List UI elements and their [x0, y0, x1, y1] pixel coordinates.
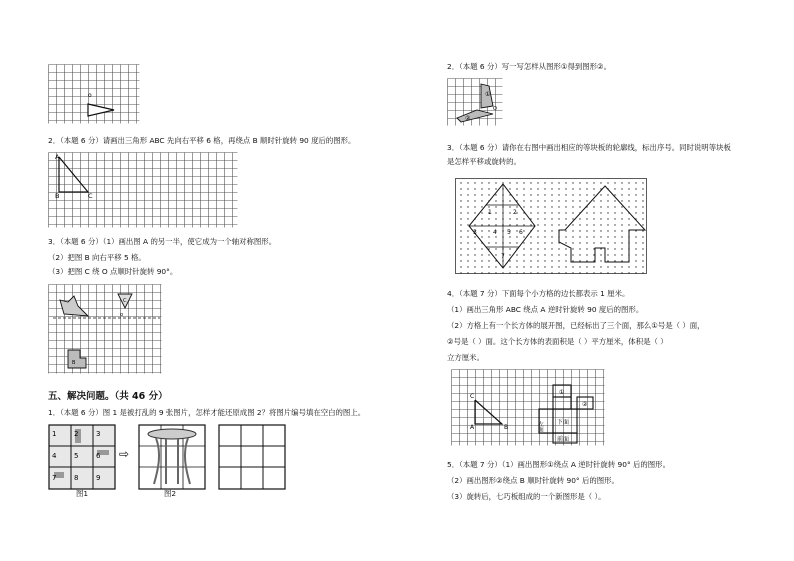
right-q2-text: 2．（本题 6 分）写一写怎样从图形①得到图形②。 — [447, 62, 612, 71]
tangram-number-4: 4 — [493, 229, 497, 236]
tile-number-9: 9 — [96, 474, 101, 482]
tile-number-5: 5 — [74, 452, 79, 460]
right-q5-line3: （3）旋转后，七巧板组成的一个新图形是（ ）。 — [447, 492, 606, 501]
left-q3-line2: （2）把图 B 向右平移 5 格。 — [48, 253, 146, 262]
triangle-label-a: A — [55, 153, 60, 161]
tangram-number-2: 2 — [513, 209, 517, 216]
right-q4-line1: 4．（本题 7 分）下面每个小方格的边长都表示 1 厘米。 — [447, 289, 630, 298]
svg-text:o: o — [120, 312, 124, 318]
tile-number-4: 4 — [52, 452, 57, 460]
left-q3-line1: 3．（本题 6 分）（1）画出图 A 的另一半，使它成为一个轴对称图形。 — [48, 237, 277, 246]
top-grid-figure — [48, 64, 140, 124]
section5-q1-text: 1．（本题 6 分）图 1 是被打乱的 9 张图片，怎样才能还原成图 2？将图片编号填在空白的图上。 — [48, 408, 366, 417]
right-q3-line1: 3．（本题 6 分）请你在右图中画出相应的等块板的轮廓线，标出序号。同时说明等块板 — [447, 143, 731, 152]
point-o-label: o — [88, 92, 92, 99]
tile-number-8: 8 — [74, 474, 79, 482]
face-front: 前面 — [557, 436, 570, 443]
tile-number-2: 2 — [74, 430, 79, 438]
right-q4-grid — [451, 369, 605, 446]
shape-1-label: ① — [485, 91, 491, 98]
shape-2-label: ② — [465, 115, 471, 122]
face-one: ① — [559, 389, 565, 396]
svg-text:C: C — [123, 298, 127, 304]
triangle-label-c: C — [88, 192, 93, 200]
right-q5-line2: （2）画出图形②绕点 B 顺时针旋转 90° 后的图形。 — [447, 476, 619, 485]
left-q2-text: 2．（本题 6 分）请画出三角形 ABC 先向右平移 6 格，再绕点 B 顺时针旋转 90 度后的图形。 — [48, 136, 356, 145]
tile-number-6: 6 — [96, 452, 101, 460]
q4-label-c: C — [470, 393, 475, 400]
fig2-original-picture — [138, 424, 206, 490]
fig2-caption: 图2 — [164, 489, 177, 498]
right-q4-line3: （2）方格上有一个长方体的展开图，已经标出了三个面，那么①号是（ ）面， — [447, 321, 705, 330]
svg-text:B: B — [72, 360, 76, 366]
tangram-number-7: 7 — [501, 253, 505, 260]
fig1-caption: 图1 — [76, 489, 89, 498]
fig1-scrambled-tiles — [48, 424, 116, 490]
right-q4-line4: ②号是（ ）面。这个长方体的表面积是（ ）平方厘米，体积是（ ） — [447, 337, 668, 346]
left-q3-line3: （3）把图 C 绕 O 点顺时针旋转 90°。 — [48, 267, 178, 276]
right-q3-tangram-grid — [455, 178, 647, 274]
arrow-icon: ⇨ — [119, 447, 130, 461]
right-q4-line5: 立方厘米。 — [447, 353, 484, 362]
tile-number-3: 3 — [96, 430, 101, 438]
blank-3x3-grid — [218, 424, 286, 490]
face-bottom: 下面 — [557, 419, 570, 426]
tile-number-1: 1 — [52, 430, 57, 438]
right-q4-line2: （1）画出三角形 ABC 绕点 A 逆时针旋转 90 度后的图形。 — [447, 305, 644, 314]
tangram-number-5: 5 — [507, 229, 511, 236]
left-q2-grid — [48, 152, 238, 228]
right-q3-line2: 是怎样平移或旋转的。 — [447, 157, 521, 166]
face-two: ② — [582, 401, 588, 408]
right-q5-line1: 5．（本题 7 分）（1）画出图形①绕点 A 逆时针旋转 90° 后的图形。 — [447, 460, 670, 469]
left-q3-grid — [48, 284, 162, 374]
tile-number-7: 7 — [52, 474, 57, 482]
section5-title: 五、解决问题。（共 46 分） — [48, 391, 168, 402]
right-q2-figure — [447, 78, 503, 126]
point-o-label-right: O — [493, 106, 497, 112]
tangram-number-3: 3 — [473, 229, 477, 236]
q4-label-a: A — [470, 424, 475, 431]
q4-label-b: B — [504, 424, 509, 431]
triangle-label-b: B — [55, 192, 60, 200]
tangram-number-1: 1 — [488, 209, 492, 216]
face-left: 左面 — [537, 421, 543, 432]
tangram-number-6: 6 — [519, 229, 523, 236]
